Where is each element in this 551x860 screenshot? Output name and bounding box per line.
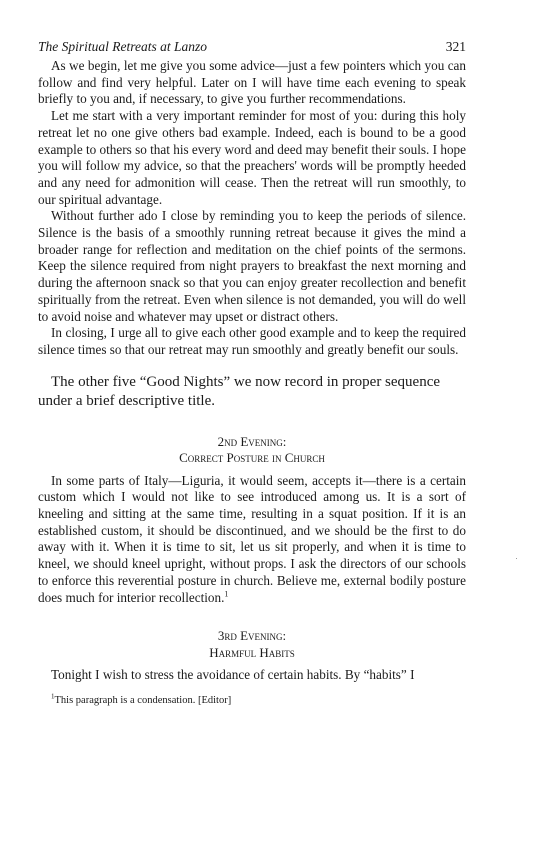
section-2-paragraph — [38, 473, 466, 607]
section-2-subheading: Correct Posture in Church — [179, 450, 325, 466]
page — [38, 38, 466, 707]
section-2-heading: 2nd Evening: — [217, 433, 287, 449]
transition-paragraph: The other five “Good Nights” we now record in proper sequence under a brief descriptive title. — [38, 373, 441, 410]
paragraph-closing: In closing, I urge all to give each other good example and to keep the required silence times so that our retreat may run smoothly and greatly benefit our souls. — [38, 325, 466, 357]
page-speck — [516, 558, 517, 559]
footnote-mark: 1 — [51, 692, 55, 701]
paragraph-silence: Without further ado I close by reminding you to keep the periods of silence. Silence is the basis of a smoothly running retreat because it gives the mind a broader range for reflection and meditation on the chief points of the sermons. Keep the silence required from night prayers to breakfast the next morning and during the afternoon snack so that you can enjoy greater recollection and benefit spiritually from the retreat. Even when silence is not demanded, you will do well to avoid noise and whatever may upset or distract others. — [38, 208, 466, 324]
section-3-paragraph: Tonight I wish to stress the avoidance of certain habits. By “habits” I — [51, 667, 415, 683]
section-2-text: In some parts of Italy—Liguria, it would seem, accepts it—there is a certain custom which I would not like to see introduced among us. It is a sort of kneeling and sitting at the same time, resulting in a squat position. If it is an established custom, it should be discontinued, and we should be the first to do away with it. When it is time to sit, let us sit properly, and when it is time to kneel, we should kneel upright, without props. I ask the directors of our schools to enforce this reverential posture in church. Believe me, external bodily posture does much for interior recollection. — [38, 472, 466, 605]
running-head — [38, 38, 466, 58]
running-title: The Spiritual Retreats at Lanzo — [38, 39, 208, 54]
section-3-heading: 3rd Evening: — [217, 628, 287, 644]
footnote-text: This paragraph is a condensation. [Editor] — [54, 694, 232, 706]
paragraph-good-example: Let me start with a very important reminder for most of you: during this holy retreat let no one give others bad example. Indeed, each is bound to be a good example to others so that his every word and deed may benefit their souls. I hope you will follow my advice, so that the preachers' words will be promptly heeded and any need for admonition will cease. Then the retreat will run smoothly, to our spiritual advantage. — [38, 108, 466, 207]
footnote — [51, 694, 466, 707]
section-3-subheading: Harmful Habits — [209, 644, 295, 660]
footnote-reference[interactable]: 1 — [224, 589, 229, 599]
paragraph-advice: As we begin, let me give you some advice—just a few pointers which you can follow and find very helpful. Later on I will have time each evening to speak briefly to you and, if necessary, to give you further recommendations. — [38, 58, 466, 107]
page-number: 321 — [445, 39, 466, 54]
